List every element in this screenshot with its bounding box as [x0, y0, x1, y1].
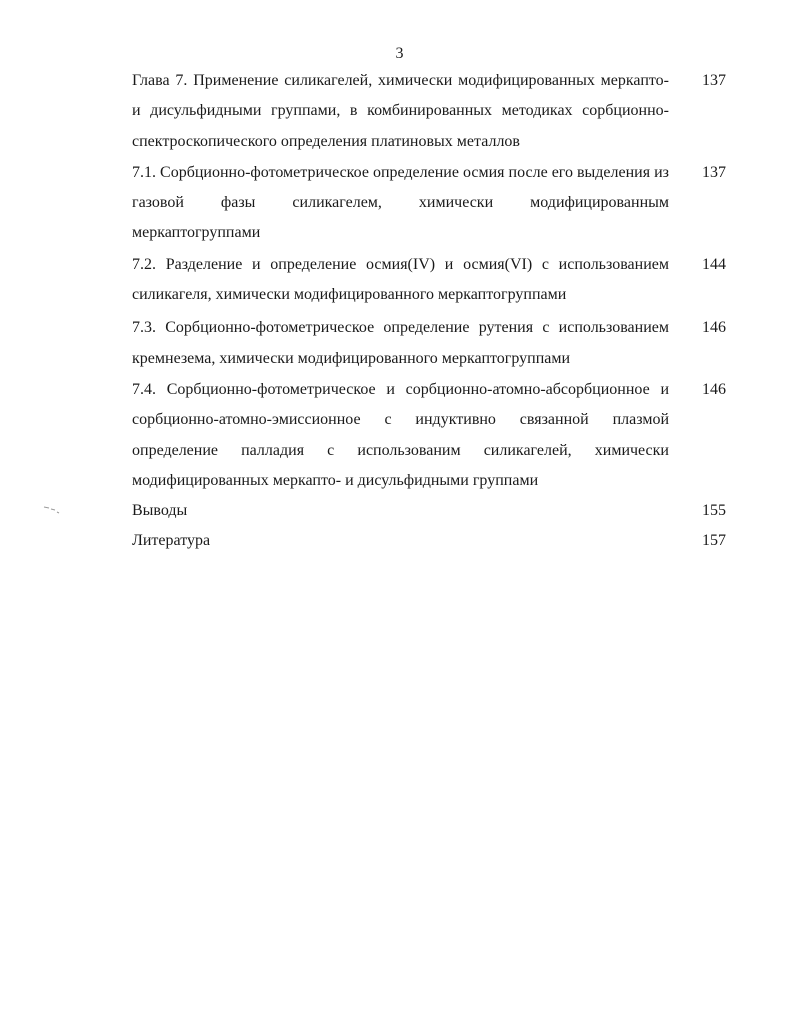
toc-entry-page: 157 [702, 532, 726, 550]
toc-entry-title: Литература [132, 532, 211, 550]
toc-entry-title: 7.4. Сорбционно-фотометрическое и сорбционно-атомно-абсорбционное и сорбционно-атомно-эмиссионное с индуктивно связанной плазмой определение палладия с использованим силикагелей, химически модифицированных меркапто- и дисульфидными группами [132, 380, 669, 489]
toc-entry-conclusions [132, 496, 726, 526]
toc-entry-7-2 [132, 250, 726, 311]
table-of-contents [132, 66, 726, 557]
toc-entry-title: Выводы [132, 502, 188, 520]
toc-entry-title: 7.2. Разделение и определение осмия(IV) и осмия(VI) с использованием силикагеля, химически модифицированного меркаптогруппами [132, 255, 669, 304]
toc-entry-page: 144 [702, 255, 726, 273]
toc-entry-chapter-7 [132, 66, 726, 157]
toc-entry-7-4 [132, 375, 726, 496]
toc-entry-7-3 [132, 313, 726, 374]
toc-entry-references [132, 526, 726, 556]
toc-entry-page: 137 [702, 72, 726, 89]
toc-entry-page: 146 [702, 380, 726, 398]
toc-entry-page: 137 [702, 163, 726, 181]
page-number: 3 [395, 45, 404, 62]
scan-artifact [43, 506, 61, 514]
toc-entry-title: 7.3. Сорбционно-фотометрическое определение рутения с использованием кремнезема, химически модифицированного меркаптогруппами [132, 319, 669, 367]
toc-entry-title: Глава 7. Применение силикагелей, химически модифицированных меркапто- и дисульфидными группами, в комбинированных методиках сорбционно-спектроскопического определения платиновых металлов [132, 72, 669, 150]
toc-entry-page: 155 [702, 502, 726, 520]
toc-entry-page: 146 [702, 319, 726, 337]
toc-entry-7-1 [132, 158, 726, 249]
toc-entry-title: 7.1. Сорбционно-фотометрическое определение осмия после его выделения из газовой фазы силикагелем, химически модифицированным меркаптогруппами [132, 163, 669, 242]
